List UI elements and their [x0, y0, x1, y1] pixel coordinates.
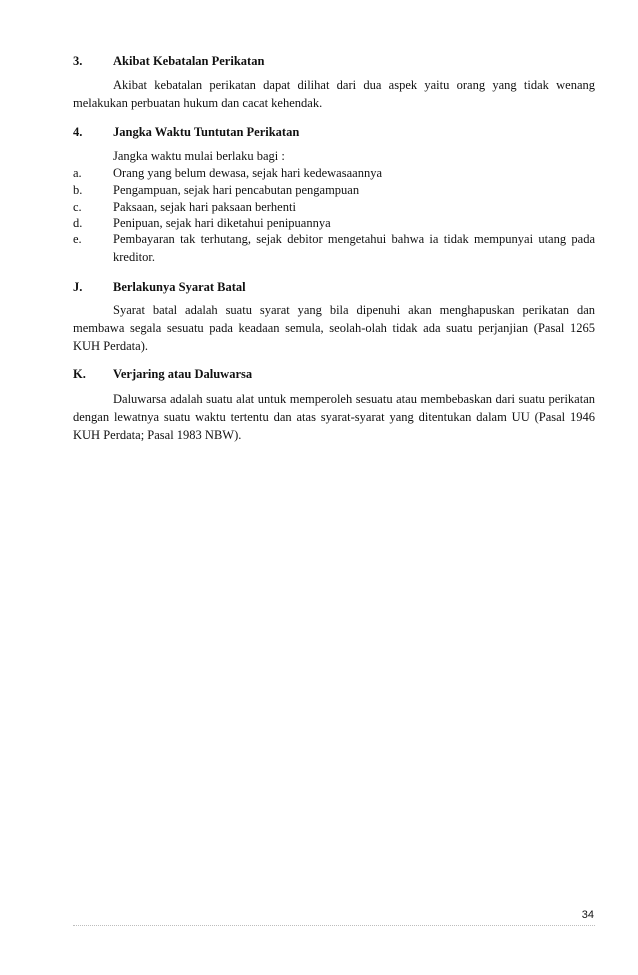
section-body-verjaring: Daluwarsa adalah suatu alat untuk memperoleh sesuatu atau membebaskan dari suatu perikatan dengan lewatnya suatu waktu tertentu dan atas syarat-syarat yang ditentukan dalam UU (Pasal 1946 KUH Perdata; Pasal 1983 NBW).	[73, 392, 595, 442]
section-title: Verjaring atau Daluwarsa	[113, 367, 253, 381]
page-number: 34	[581, 909, 594, 921]
list-intro: Jangka waktu mulai berlaku bagi :	[113, 149, 285, 163]
list-text: Orang yang belum dewasa, sejak hari kedewasaannya	[113, 166, 382, 180]
list-item	[73, 230, 595, 266]
section-title: Jangka Waktu Tuntutan Perikatan	[113, 125, 300, 139]
section-title: Berlakunya Syarat Batal	[113, 280, 246, 294]
section-heading-jangka	[73, 124, 299, 140]
footer-divider	[73, 925, 595, 926]
section-number: K.	[73, 367, 86, 381]
list-item	[73, 164, 595, 182]
section-heading-berlakunya	[73, 279, 246, 295]
list-text: Penipuan, sejak hari diketahui penipuannya	[113, 216, 331, 230]
section-heading-verjaring	[73, 366, 252, 382]
section-number: 3.	[73, 54, 83, 68]
list-marker: e.	[73, 232, 82, 246]
section-title: Akibat Kebatalan Perikatan	[113, 54, 265, 68]
list-marker: c.	[73, 200, 82, 214]
section-number: J.	[73, 280, 83, 294]
list-marker: d.	[73, 216, 83, 230]
list-text: Pengampuan, sejak hari pencabutan pengampuan	[113, 183, 360, 197]
list-marker: a.	[73, 166, 82, 180]
list-marker: b.	[73, 183, 83, 197]
list-item	[73, 181, 595, 199]
section-number: 4.	[73, 125, 83, 139]
section-heading-akibat	[73, 53, 264, 69]
list-text: Paksaan, sejak hari paksaan berhenti	[113, 200, 296, 214]
section-body-akibat: Akibat kebatalan perikatan dapat dilihat dari dua aspek yaitu orang yang tidak wenang melakukan perbuatan hukum dan cacat kehendak.	[73, 78, 595, 110]
section-body-berlakunya: Syarat batal adalah suatu syarat yang bila dipenuhi akan menghapuskan perikatan dan membawa segala sesuatu pada keadaan semula, seolah-olah tidak ada suatu perjanjian (Pasal 1265 KUH Perdata).	[73, 303, 595, 353]
list-text: Pembayaran tak terhutang, sejak debitor mengetahui bahwa ia tidak mempunyai utang pada kreditor.	[113, 232, 595, 264]
